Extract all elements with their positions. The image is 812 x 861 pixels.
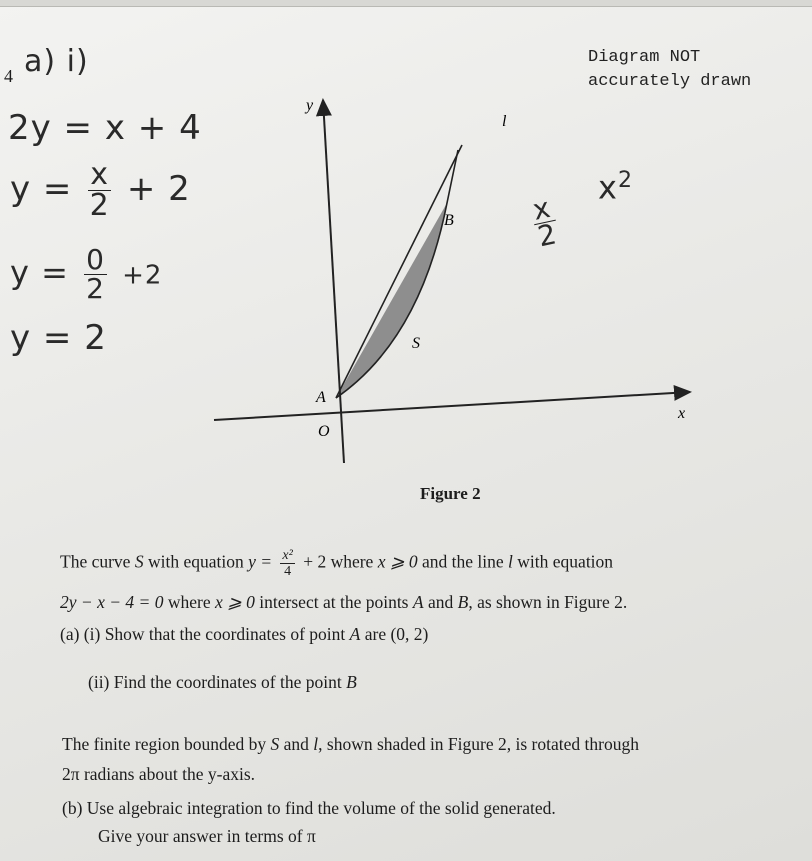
handwritten-line-3-left: y = [10, 253, 69, 292]
part-a-i-coordinates: (0, 2) [390, 624, 429, 644]
part-a-ii-text: (ii) Find the coordinates of the point [88, 672, 342, 692]
p1-fraction [280, 548, 294, 579]
line-l [336, 145, 462, 398]
part-a-i-text-b: are [364, 624, 387, 644]
part-a-ii-point: B [346, 672, 357, 692]
p1-eq-rest: + 2 [303, 551, 327, 572]
p1-frac-num: x² [282, 548, 293, 563]
paragraph-1-line-2 [60, 592, 627, 613]
p2-point-a: A [412, 592, 424, 612]
p1-frac-den: 4 [284, 564, 292, 579]
diagram-note-line-1: Diagram NOT [588, 48, 701, 67]
diagram-note-line-2: accurately drawn [588, 72, 752, 91]
curve-s-label: S [412, 335, 420, 352]
p2-point-b: B [457, 592, 469, 612]
point-a-label: A [316, 389, 326, 406]
part-a-i-text: (a) (i) Show that the coordinates of point [60, 624, 346, 644]
handwritten-line-3-den: 2 [86, 272, 105, 305]
p1-text-c: where [330, 551, 374, 572]
part-a-i-point: A [349, 624, 361, 644]
handwritten-line-2-den: 2 [89, 188, 110, 223]
shaded-region [336, 203, 447, 398]
part-b-line-2: Give your answer in terms of π [98, 826, 316, 846]
handwritten-line-2-left: y = [10, 169, 73, 209]
handwritten-line-3-num: 0 [86, 243, 105, 276]
point-b-label: B [444, 212, 454, 229]
line-l-label: l [502, 113, 507, 130]
p3-text-a: The finite region bounded by [62, 734, 267, 754]
x-axis [214, 392, 690, 420]
handwritten-sup: 2 [617, 168, 633, 193]
part-a-i [60, 624, 428, 645]
p2-text-d: , as shown in Figure 2. [468, 592, 628, 612]
handwritten-side-num: x [529, 190, 554, 227]
figure-caption: Figure 2 [420, 484, 481, 503]
p2-text-a: where [167, 592, 211, 612]
p2-text-c: and [427, 592, 454, 612]
p2-condition: x ⩾ 0 [214, 592, 255, 612]
p1-condition: x ⩾ 0 [377, 551, 418, 572]
p1-eq-y: y = [248, 551, 273, 572]
axis-label-y: y [306, 97, 314, 114]
paragraph-3-line-2: 2π radians about the y-axis. [62, 764, 256, 784]
p3-text-c: , shown shaded in Figure 2, is rotated through [318, 734, 639, 754]
handwritten-line-2-right: + 2 [126, 169, 191, 209]
p3-curve-s: S [270, 734, 280, 754]
question-number: 4 [4, 66, 13, 86]
p1-curve-s: S [134, 551, 144, 572]
y-axis [323, 100, 344, 463]
paragraph-1-line-1 [60, 548, 613, 579]
p3-text-b: and [283, 734, 309, 754]
p1-line-l: l [508, 551, 513, 572]
part-a-ii [88, 672, 357, 693]
origin-label: O [318, 423, 330, 440]
p1-text-e: with equation [517, 551, 614, 572]
handwritten-line-4: y = 2 [10, 318, 107, 358]
handwritten-x: x [598, 168, 618, 207]
part-b-line-1: (b) Use algebraic integration to find the volume of the solid generated. [62, 798, 556, 818]
p1-text-b: with equation [147, 551, 244, 572]
handwritten-part-label: a) i) [24, 44, 89, 79]
p2-text-b: intersect at the points [259, 592, 409, 612]
p3-line-l: l [313, 734, 319, 754]
p1-text-d: and the line [422, 551, 504, 572]
handwritten-side-den: 2 [534, 217, 561, 254]
handwritten-line-3-right: +2 [122, 260, 163, 291]
handwritten-line-2-num: x [90, 157, 109, 192]
axis-label-x: x [678, 405, 686, 422]
handwritten-line-1: 2y = x + 4 [8, 108, 202, 148]
p1-text-a: The curve [60, 551, 131, 572]
p2-equation: 2y − x − 4 = 0 [60, 592, 164, 612]
paragraph-3-line-1 [62, 734, 639, 755]
